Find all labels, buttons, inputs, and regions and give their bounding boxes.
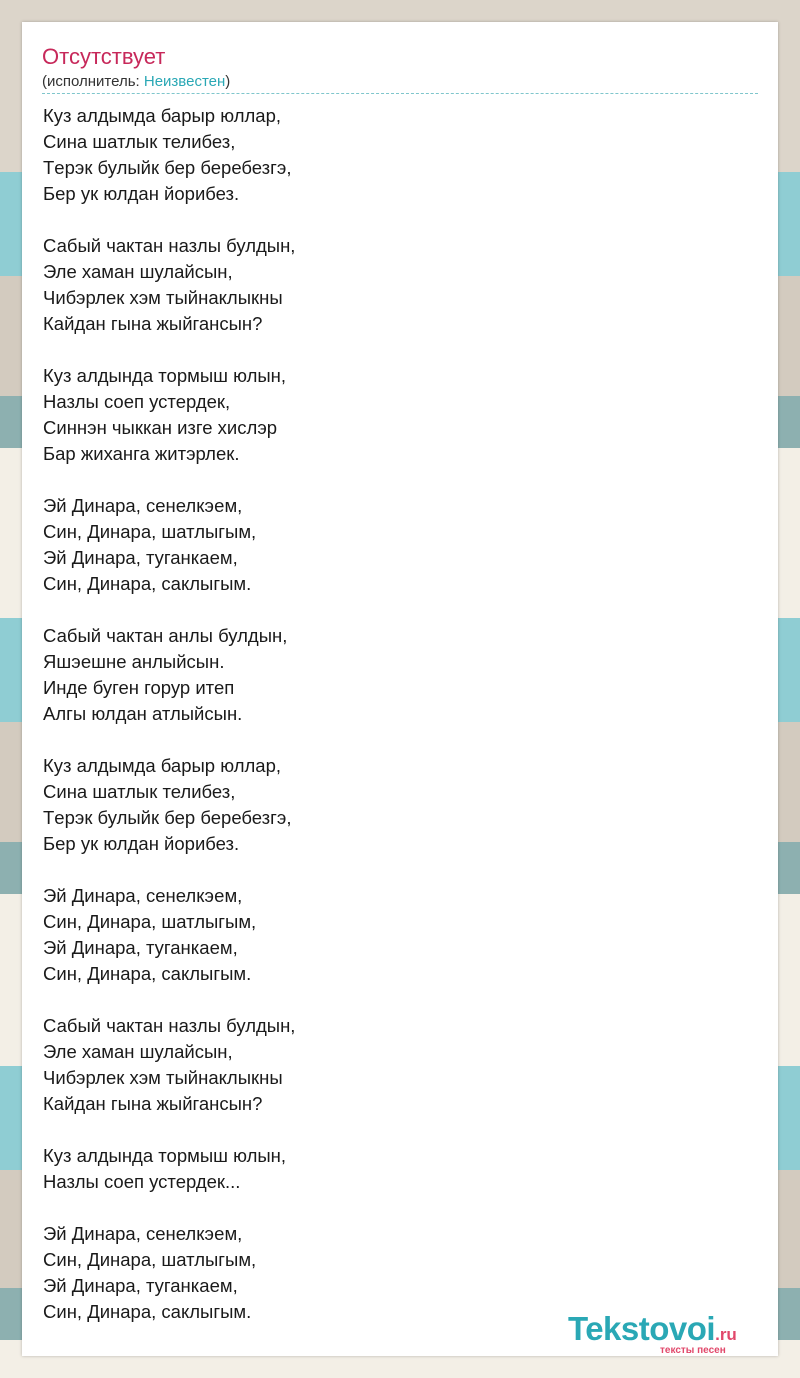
lyric-line: Син, Динара, шатлыгым, [43, 1249, 257, 1270]
lyric-line: Куз алдымда барыр юллар, [43, 105, 282, 126]
lyric-line: Эй Динара, туганкаем, [43, 1275, 238, 1296]
lyric-line: Сина шатлык телибез, [43, 131, 236, 152]
lyric-line: Сабый чактан назлы булдын, [43, 235, 296, 256]
stanza-break [43, 1117, 743, 1143]
performer-suffix: ) [225, 73, 231, 90]
lyric-line: Эле хаман шулайсын, [43, 1041, 233, 1062]
divider [42, 93, 758, 94]
stanza-break [43, 467, 743, 493]
lyric-line: Бер ук юлдан йорибез. [43, 183, 240, 204]
lyric-line: Чибэрлек хэм тыйнаклыкны [43, 287, 283, 308]
lyric-line: Алгы юлдан атлыйсын. [43, 703, 243, 724]
lyric-line: Синнэн чыккан изге хислэр [43, 417, 278, 438]
lyrics-text [43, 103, 743, 1325]
lyric-line: Тeрэк булыйк бер беребезгэ, [43, 157, 292, 178]
lyric-line: Син, Динара, шатлыгым, [43, 911, 257, 932]
lyric-line: Куз алдында тормыш юлын, [43, 1145, 287, 1166]
lyric-line: Эй Динара, туганкаем, [43, 547, 238, 568]
logo-tagline: тексты песен [660, 1345, 726, 1356]
lyric-line: Куз алдымда барыр юллар, [43, 755, 282, 776]
stanza-break [43, 857, 743, 883]
lyrics-card [22, 22, 778, 1356]
performer-line [42, 73, 230, 91]
stanza-break [43, 597, 743, 623]
lyric-line: Назлы соеп устердек, [43, 391, 231, 412]
stanza-break [43, 207, 743, 233]
lyric-line: Бер ук юлдан йорибез. [43, 833, 240, 854]
lyric-line: Кайдан гына жыйгансын? [43, 1093, 263, 1114]
stanza-break [43, 337, 743, 363]
lyric-line: Сабый чактан назлы булдын, [43, 1015, 296, 1036]
lyric-line: Назлы соеп устердек... [43, 1171, 241, 1192]
stanza-break [43, 727, 743, 753]
performer-link[interactable]: Неизвестен [143, 73, 226, 90]
lyric-line: Син, Динара, саклыгым. [43, 1301, 252, 1322]
lyric-line: Эй Динара, сенелкэем, [43, 495, 243, 516]
lyric-line: Кайдан гына жыйгансын? [43, 313, 263, 334]
logo-domain: .ru [715, 1325, 737, 1344]
lyric-line: Син, Динара, шатлыгым, [43, 521, 257, 542]
lyric-line: Эй Динара, сенелкэем, [43, 1223, 243, 1244]
logo-text: Tekstovoi [568, 1310, 716, 1347]
lyric-line: Чибэрлек хэм тыйнаклыкны [43, 1067, 283, 1088]
stanza-break [43, 1195, 743, 1221]
lyric-line: Эй Динара, туганкаем, [43, 937, 238, 958]
lyric-line: Тeрэк булыйк бер беребезгэ, [43, 807, 292, 828]
lyric-line: Куз алдында тормыш юлын, [43, 365, 287, 386]
lyric-line: Инде буген горур итеп [43, 677, 235, 698]
lyric-line: Эле хаман шулайсын, [43, 261, 233, 282]
lyric-line: Сина шатлык телибез, [43, 781, 236, 802]
performer-prefix: (исполнитель: [42, 73, 144, 90]
lyric-line: Син, Динара, саклыгым. [43, 963, 252, 984]
lyric-line: Эй Динара, сенелкэем, [43, 885, 243, 906]
lyric-line: Яшэешне анлыйсын. [43, 651, 225, 672]
song-title: Отсутствует [42, 44, 166, 69]
lyric-line: Бар жиханга житэрлек. [43, 443, 240, 464]
stanza-break [43, 987, 743, 1013]
lyric-line: Син, Динара, саклыгым. [43, 573, 252, 594]
lyric-line: Сабый чактан анлы булдын, [43, 625, 288, 646]
